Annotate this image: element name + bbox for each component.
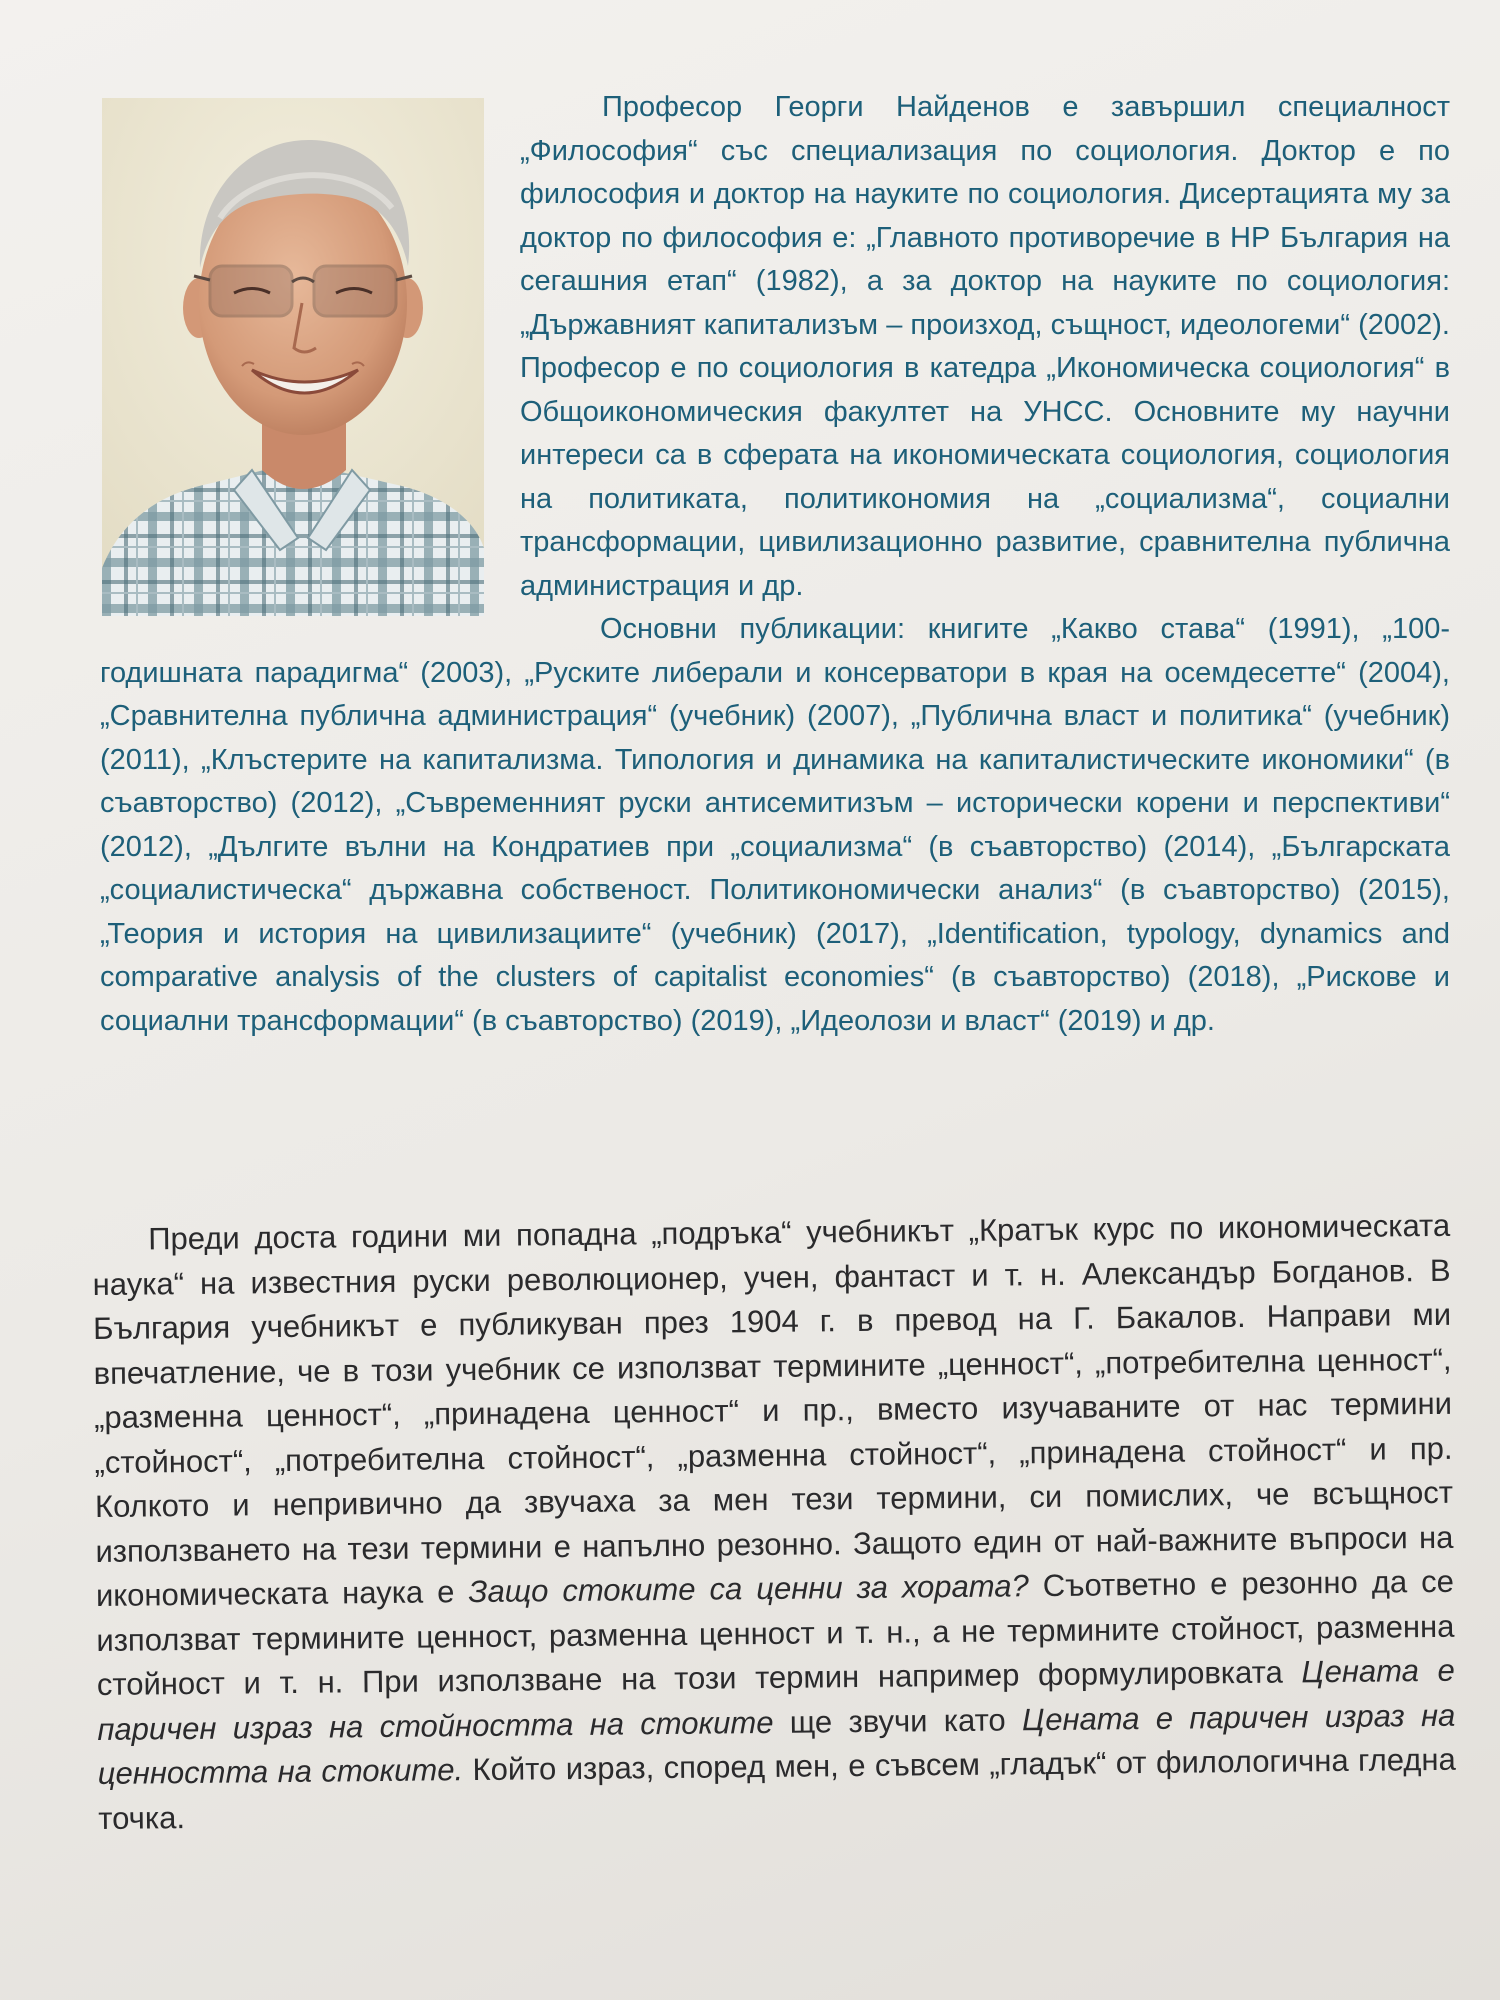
essay-text-2: Съответно е резонно да се използват термините ценност, разменна ценност и т. н., а не термините стойност, разменна стойност и т. н. При използване на този термин например формулировката	[96, 1563, 1455, 1702]
essay-italic-question: Защо стоките са ценни за хората?	[468, 1568, 1029, 1610]
publications-paragraph: Основни публикации: книгите „Какво става“ (1991), „100-годишната парадигма“ (2003), „Руските либерали и консерватори в края на осемдесетте“ (2004), „Сравнителна публична администрация“ (учебник) (2007), „Публична власт и политика“ (учебник) (2011), „Клъстерите на капитализма. Типология и динамика на капиталистическите икономики“ (в съавторство) (2012), „Съвременният руски антисемитизъм – исторически корени и перспективи“ (2012), „Дългите вълни на Кондратиев при „социализма“ (в съавторство) (2014), „Българската „социалистическа“ държавна собственост. Политикономически анализ“ (в съавторство) (2015), „Теория и история на цивилизациите“ (учебник) (2017), „Identification, typology, dynamics and comparative analysis of the clusters of capitalist economies“ (в съавторство) (2018), „Рискове и социални трансформации“ (в съавторство) (2019), „Идеолози и власт“ (2019) и др.	[100, 613, 1450, 1037]
essay-section	[92, 1204, 1456, 1841]
essay-italic-formula-worth: Цената е паричен израз на ценността на стоките.	[97, 1697, 1456, 1791]
author-biography	[100, 86, 1450, 1043]
essay-text-3: ще звучи като	[773, 1701, 1023, 1740]
essay-text-4: Който израз, според мен, е съвсем „гладък“ от филологична гледна точка.	[98, 1741, 1456, 1836]
portrait-spacer	[100, 86, 520, 646]
essay-italic-formula-value: Цената е паричен израз на стойността на стоките	[97, 1652, 1455, 1747]
essay-paragraph	[92, 1204, 1456, 1841]
bio-paragraph: Професор Георги Найденов е завършил специалност „Философия“ със специализация по социология. Доктор е по философия и доктор на науките по социология. Дисертацията му за доктор по философия е: „Главното противоречие в НР България на сегашния етап“ (1982), а за доктор на науките по социология: „Държавният капитализъм – произход, същност, идеологеми“ (2002). Професор е по социология в катедра „Икономическа социология“ в Общоикономическия факултет на УНСС. Основните му научни интереси са в сферата на икономическата социология, социология на политиката, политикономия на „социализма“, социални трансформации, цивилизационно развитие, сравнителна публична администрация и др.	[520, 91, 1450, 602]
essay-text-1: Преди доста години ми попадна „подръка“ учебникът „Кратък курс по икономическата наука“ на известния руски революционер, учен, фантаст и т. н. Александър Богданов. В България учебникът е публикуван през 1904 г. в превод на Г. Бакалов. Направи ми впечатление, че в този учебник се използват термините „ценност“, „потребителна ценност“, „разменна ценност“, „принадена ценност“ и пр., вместо изучаваните от нас термини „стойност“, „потребителна стойност“, „разменна стойност“, „принадена стойност“ и пр. Колкото и непривично да звучаха за мен тези термини, си помислих, че всъщност използването на тези термини е напълно резонно. Защото един от най-важните въпроси на икономическата наука е	[92, 1207, 1454, 1613]
